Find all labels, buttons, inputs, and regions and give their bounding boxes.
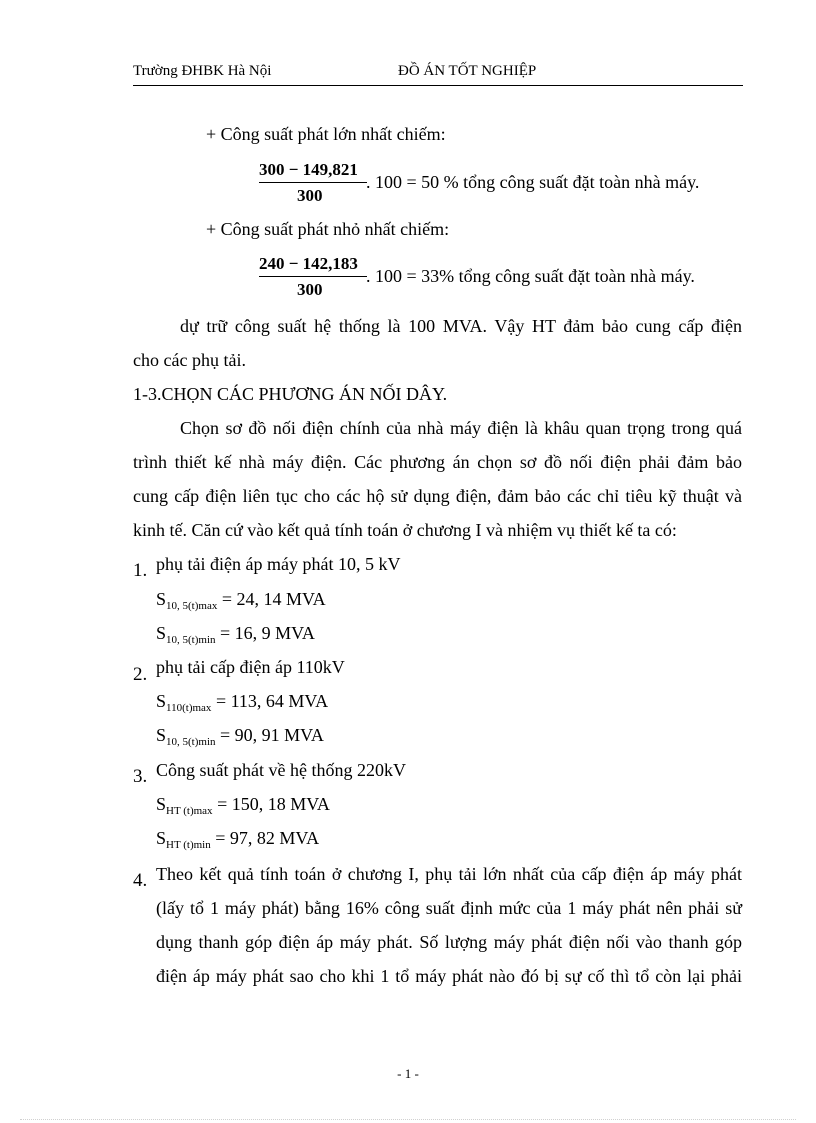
power-symbol: S <box>156 691 167 711</box>
list-marker: 2. <box>133 664 148 685</box>
power-value: = 16, 9 MVA <box>215 623 315 643</box>
power-row <box>156 623 315 646</box>
section-para-line: cung cấp điện liên tục cho các hộ sử dụng điện, đảm bảo các chỉ tiêu kỹ thuật và <box>133 486 742 506</box>
power-symbol: S <box>156 828 167 848</box>
reserve-line-1: dự trữ công suất hệ thống là 100 MVA. Vậy HT đảm bảo cung cấp điện <box>180 316 742 336</box>
header-title: ĐỒ ÁN TỐT NGHIỆP <box>398 63 537 79</box>
min-power-result: . 100 = 33% tổng công suất đặt toàn nhà máy. <box>366 266 695 286</box>
list-marker: 3. <box>133 766 148 787</box>
min-power-label: + Công suất phát nhỏ nhất chiếm: <box>206 219 450 239</box>
power-row <box>156 589 326 612</box>
power-symbol: S <box>156 623 167 643</box>
power-value: = 113, 64 MVA <box>211 691 329 711</box>
max-power-label: + Công suất phát lớn nhất chiếm: <box>206 124 446 144</box>
power-subscript: 10, 5(t)max <box>166 600 218 612</box>
power-value: = 97, 82 MVA <box>210 828 320 848</box>
power-row <box>156 725 324 748</box>
section-para-line: trình thiết kế nhà máy điện. Các phương án chọn sơ đồ nối điện phải đảm bảo <box>133 452 742 472</box>
page-bottom-border <box>20 1119 796 1120</box>
item-para-line: điện áp máy phát sao cho khi 1 tổ máy phát nào đó bị sự cố thì tổ còn lại phải <box>156 966 742 986</box>
power-value: = 90, 91 MVA <box>215 725 324 745</box>
item-para-line: Theo kết quả tính toán ở chương I, phụ tải lớn nhất của cấp điện áp máy phát <box>156 864 742 884</box>
max-power-numerator: 300 − 149,821 <box>259 160 358 179</box>
min-power-fraction <box>259 254 369 304</box>
power-value: = 24, 14 MVA <box>217 589 326 609</box>
power-symbol: S <box>156 725 167 745</box>
max-power-denominator: 300 <box>297 186 323 205</box>
max-power-fraction <box>259 160 369 210</box>
fraction-bar <box>259 276 367 277</box>
power-row <box>156 691 328 714</box>
item-title: phụ tải cấp điện áp 110kV <box>156 657 345 677</box>
power-row <box>156 794 330 817</box>
list-marker: 4. <box>133 870 148 891</box>
section-heading: 1-3.CHỌN CÁC PHƯƠNG ÁN NỐI DÂY. <box>133 384 448 404</box>
fraction-bar <box>259 182 367 183</box>
max-power-result: . 100 = 50 % tổng công suất đặt toàn nhà máy. <box>366 172 700 192</box>
power-subscript: HT (t)max <box>166 805 213 817</box>
power-symbol: S <box>156 794 167 814</box>
power-subscript: 110(t)max <box>166 702 212 714</box>
item-para-line: (lấy tổ 1 máy phát) bằng 16% công suất định mức của 1 máy phát nên phải sử <box>156 898 742 918</box>
reserve-line-2: cho các phụ tải. <box>133 350 246 370</box>
power-symbol: S <box>156 589 167 609</box>
min-power-numerator: 240 − 142,183 <box>259 254 358 273</box>
item-para-line: dụng thanh góp điện áp máy phát. Số lượng máy phát điện nối vào thanh góp <box>156 932 742 952</box>
min-power-denominator: 300 <box>297 280 323 299</box>
page-number: - 1 - <box>397 1066 419 1081</box>
header-school: Trường ĐHBK Hà Nội <box>133 63 272 79</box>
list-marker: 1. <box>133 560 148 581</box>
power-subscript: 10, 5(t)min <box>166 736 216 748</box>
item-title: Công suất phát về hệ thống 220kV <box>156 760 406 780</box>
section-para-line: Chọn sơ đồ nối điện chính của nhà máy điện là khâu quan trọng trong quá <box>180 418 742 438</box>
page-header <box>133 63 743 86</box>
power-subscript: 10, 5(t)min <box>166 634 216 646</box>
power-value: = 150, 18 MVA <box>212 794 330 814</box>
power-subscript: HT (t)min <box>166 839 211 851</box>
section-para-line: kinh tế. Căn cứ vào kết quả tính toán ở chương I và nhiệm vụ thiết kế ta có: <box>133 520 677 540</box>
power-row <box>156 828 319 851</box>
item-title: phụ tải điện áp máy phát 10, 5 kV <box>156 554 401 574</box>
